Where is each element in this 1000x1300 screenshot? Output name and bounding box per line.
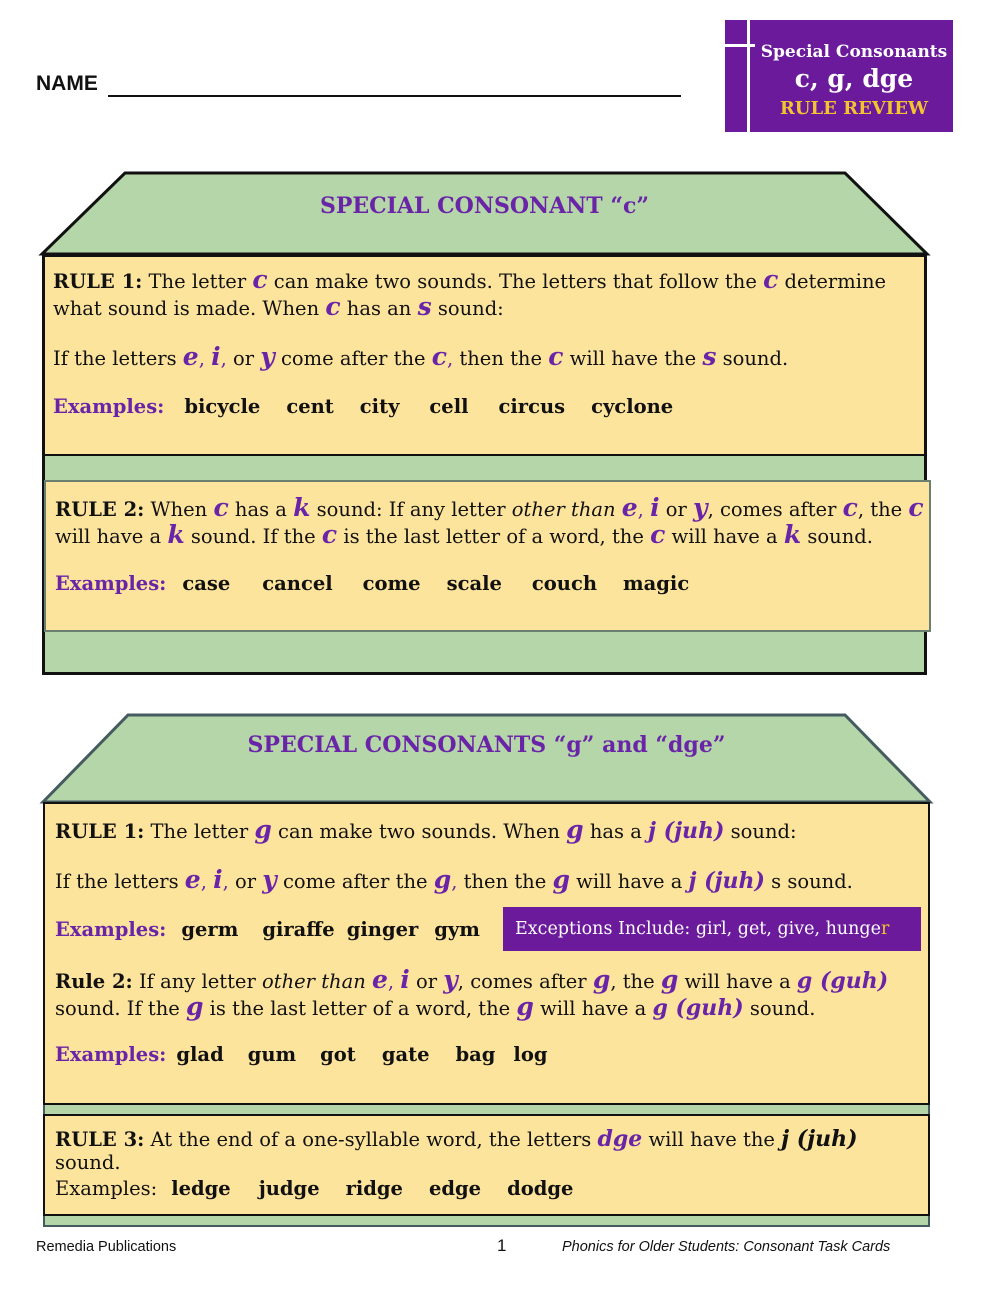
- card-g-roof: [43, 715, 930, 802]
- example-word: dodge: [507, 1177, 574, 1200]
- example-word: got: [320, 1043, 356, 1066]
- key-letter: k: [167, 520, 185, 549]
- badge-subtitle: RULE REVIEW: [779, 98, 929, 119]
- key-phoneme: g (guh): [796, 968, 889, 994]
- exceptions-text: Exceptions Include: girl, get, give, hunge: [515, 919, 881, 939]
- example-word: bag: [455, 1043, 496, 1066]
- rule-text: , comes after: [457, 970, 593, 993]
- example-word: gate: [381, 1043, 430, 1066]
- key-letter: k: [783, 520, 802, 549]
- example-word: gum: [247, 1043, 297, 1066]
- example-word: ginger: [346, 918, 419, 941]
- rule-text: sound: If any letter: [310, 498, 512, 521]
- rule-text: ,: [200, 870, 207, 893]
- key-letter: g: [592, 965, 611, 994]
- card-g-rule2-line1: [55, 966, 888, 995]
- rule-text: has a: [228, 498, 294, 521]
- rule-text: or: [226, 347, 261, 370]
- key-letter: e: [621, 493, 638, 522]
- example-word: germ: [181, 918, 239, 941]
- rule-text: then the: [457, 870, 553, 893]
- rule-text: , the: [857, 498, 909, 521]
- rule-text: ,: [198, 347, 205, 370]
- rule-text: or: [659, 498, 694, 521]
- rule-label: RULE 2:: [55, 498, 145, 521]
- example-word: judge: [258, 1177, 320, 1200]
- rule-text: ,: [220, 347, 227, 370]
- card-c-rule1-line2: [53, 293, 504, 322]
- example-word: gym: [434, 918, 480, 941]
- key-phoneme: j (juh): [648, 818, 725, 844]
- rule-text: sound.: [716, 347, 789, 370]
- key-letter: c: [650, 520, 666, 549]
- key-letter: c: [252, 265, 268, 294]
- rule-text: other than: [262, 970, 366, 993]
- card-g-rule2-line2: [55, 993, 815, 1022]
- rule-text: can make two sounds. The letters that follow the: [267, 270, 764, 293]
- badge-letters: c, g, dge: [794, 64, 914, 93]
- rule-text: sound. If the: [55, 997, 186, 1020]
- rule-text: then the: [453, 347, 549, 370]
- example-word: cancel: [262, 572, 333, 595]
- key-phoneme: j (juh): [688, 868, 765, 894]
- rule-text: sound:: [431, 297, 504, 320]
- rule-text: sound.: [801, 525, 873, 548]
- rule-text: At the end of a one-syllable word, the letters: [144, 1128, 598, 1151]
- footer-series-title: Phonics for Older Students: Consonant Task Cards: [562, 1239, 891, 1255]
- card-g-rule3-line1: [55, 1126, 858, 1153]
- rule-text: sound. If the: [184, 525, 322, 548]
- key-letter: s: [702, 342, 717, 371]
- example-word: ledge: [171, 1177, 231, 1200]
- key-letter: g: [552, 865, 570, 894]
- rule-text: , the: [610, 970, 661, 993]
- key-letter: y: [693, 493, 708, 522]
- example-word: circus: [498, 395, 566, 418]
- key-letter: c: [325, 292, 341, 321]
- rule-text: other than: [511, 498, 616, 521]
- card-g-rule1-line2: [55, 866, 853, 895]
- card-c-rule2-line2: [55, 521, 873, 550]
- footer-publisher: Remedia Publications: [36, 1239, 177, 1255]
- exceptions-text-last: r: [881, 919, 890, 939]
- key-letter: g: [433, 865, 452, 894]
- card-c-rule2-examples: [55, 570, 689, 597]
- example-word: glad: [176, 1043, 224, 1066]
- rule-text: ,: [222, 870, 229, 893]
- rule-text: ,: [637, 498, 644, 521]
- key-letter: e: [184, 865, 201, 894]
- footer-page-number: 1: [497, 1236, 507, 1255]
- key-phoneme: g (guh): [652, 995, 744, 1021]
- key-letter: i: [213, 865, 223, 894]
- rule-text: If any letter: [132, 970, 262, 993]
- key-letter: g: [186, 992, 204, 1021]
- key-letter: y: [262, 865, 277, 894]
- rule-text: will have the: [642, 1128, 782, 1151]
- rule-text: will have the: [563, 347, 703, 370]
- rule-text: will have a: [678, 970, 797, 993]
- rule-text: will have a: [665, 525, 784, 548]
- key-letter: c: [842, 493, 858, 522]
- examples-label: Examples:: [53, 395, 165, 418]
- example-word: magic: [623, 572, 690, 595]
- key-letter: c: [321, 520, 338, 549]
- example-word: cell: [429, 395, 469, 418]
- card-c-rule2-line1: [55, 494, 924, 523]
- rule-label: Rule 2:: [55, 970, 133, 993]
- example-word: edge: [428, 1177, 482, 1200]
- key-letter: i: [211, 342, 221, 371]
- rule-text: sound:: [724, 820, 797, 843]
- rule-label: RULE 1:: [53, 270, 143, 293]
- rule-text: has a: [583, 820, 649, 843]
- example-word: scale: [446, 572, 502, 595]
- key-letter: c: [763, 265, 779, 294]
- rule-text: , comes after: [707, 498, 843, 521]
- rule-text: If the letters: [53, 347, 183, 370]
- card-c-rule1-line1: [53, 266, 886, 295]
- examples-label: Examples:: [55, 918, 167, 941]
- example-word: come: [362, 572, 421, 595]
- exceptions-callout: [503, 907, 921, 951]
- key-letter: c: [431, 342, 447, 371]
- key-letter: i: [650, 493, 660, 522]
- examples-label: Examples:: [55, 572, 167, 595]
- key-letter: g: [254, 815, 272, 844]
- example-word: cent: [286, 395, 334, 418]
- key-letter: e: [182, 342, 199, 371]
- rule-text: sound.: [743, 997, 816, 1020]
- rule-text: ,: [387, 970, 395, 993]
- rule-text: or: [409, 970, 444, 993]
- rule-text: The letter: [142, 270, 253, 293]
- card-g-rule1-examples: [55, 916, 480, 943]
- example-word: city: [359, 395, 400, 418]
- key-letters: dge: [597, 1126, 643, 1152]
- rule-text: has an: [340, 297, 418, 320]
- example-word: giraffe: [262, 918, 335, 941]
- rule-text: ,: [451, 870, 458, 893]
- rule-text: or: [228, 870, 263, 893]
- card-g-rule3-examples: [55, 1175, 573, 1202]
- key-letter: c: [908, 493, 924, 522]
- rule-text: determine: [778, 270, 887, 293]
- rule-text: s sound.: [764, 870, 853, 893]
- card-g-title: SPECIAL CONSONANTS “g” and “dge”: [247, 732, 726, 758]
- examples-label: Examples:: [55, 1043, 167, 1066]
- badge-title: Special Consonants: [760, 42, 948, 62]
- rule-text: When: [144, 498, 214, 521]
- rule-text: is the last letter of a word, the: [337, 525, 651, 548]
- rule-text: come after the: [276, 870, 434, 893]
- example-word: cyclone: [591, 395, 674, 418]
- key-letter: c: [213, 493, 229, 522]
- rule-text: will have a: [55, 525, 168, 548]
- key-phoneme: j (juh): [781, 1126, 858, 1152]
- key-letter: y: [443, 965, 458, 994]
- example-word: log: [513, 1043, 548, 1066]
- key-letter: g: [566, 815, 584, 844]
- rule-label: RULE 1:: [55, 820, 145, 843]
- rule-text: can make two sounds. When: [271, 820, 567, 843]
- key-letter: g: [660, 965, 679, 994]
- name-label: NAME: [36, 72, 98, 95]
- examples-label: Examples:: [55, 1177, 158, 1200]
- rule-label: RULE 3:: [55, 1128, 145, 1151]
- example-word: couch: [531, 572, 598, 595]
- card-g-rule2-examples: [55, 1041, 547, 1068]
- card-c-rule1-examples: [53, 393, 673, 420]
- card-g-rule3-line2: sound.: [55, 1151, 121, 1174]
- card-g-rule1-line1: [55, 816, 797, 845]
- key-letter: k: [293, 493, 311, 522]
- card-c-rule1-line3: [53, 343, 788, 372]
- rule-text: is the last letter of a word, the: [203, 997, 517, 1020]
- card-c-title: SPECIAL CONSONANT “c”: [319, 193, 650, 219]
- example-word: ridge: [345, 1177, 403, 1200]
- key-letter: g: [516, 992, 534, 1021]
- rule-text: will have a: [533, 997, 653, 1020]
- rule-text: If the letters: [55, 870, 185, 893]
- key-letter: e: [371, 965, 388, 994]
- rule-text: The letter: [144, 820, 255, 843]
- rule-text: come after the: [274, 347, 432, 370]
- example-word: bicycle: [184, 395, 261, 418]
- rule-text: what sound is made. When: [53, 297, 326, 320]
- example-word: case: [182, 572, 231, 595]
- key-letter: i: [400, 965, 410, 994]
- key-letter: y: [260, 342, 275, 371]
- key-letter: c: [548, 342, 564, 371]
- rule-text: will have a: [569, 870, 689, 893]
- rule-text: ,: [447, 347, 454, 370]
- key-letter: s: [417, 292, 432, 321]
